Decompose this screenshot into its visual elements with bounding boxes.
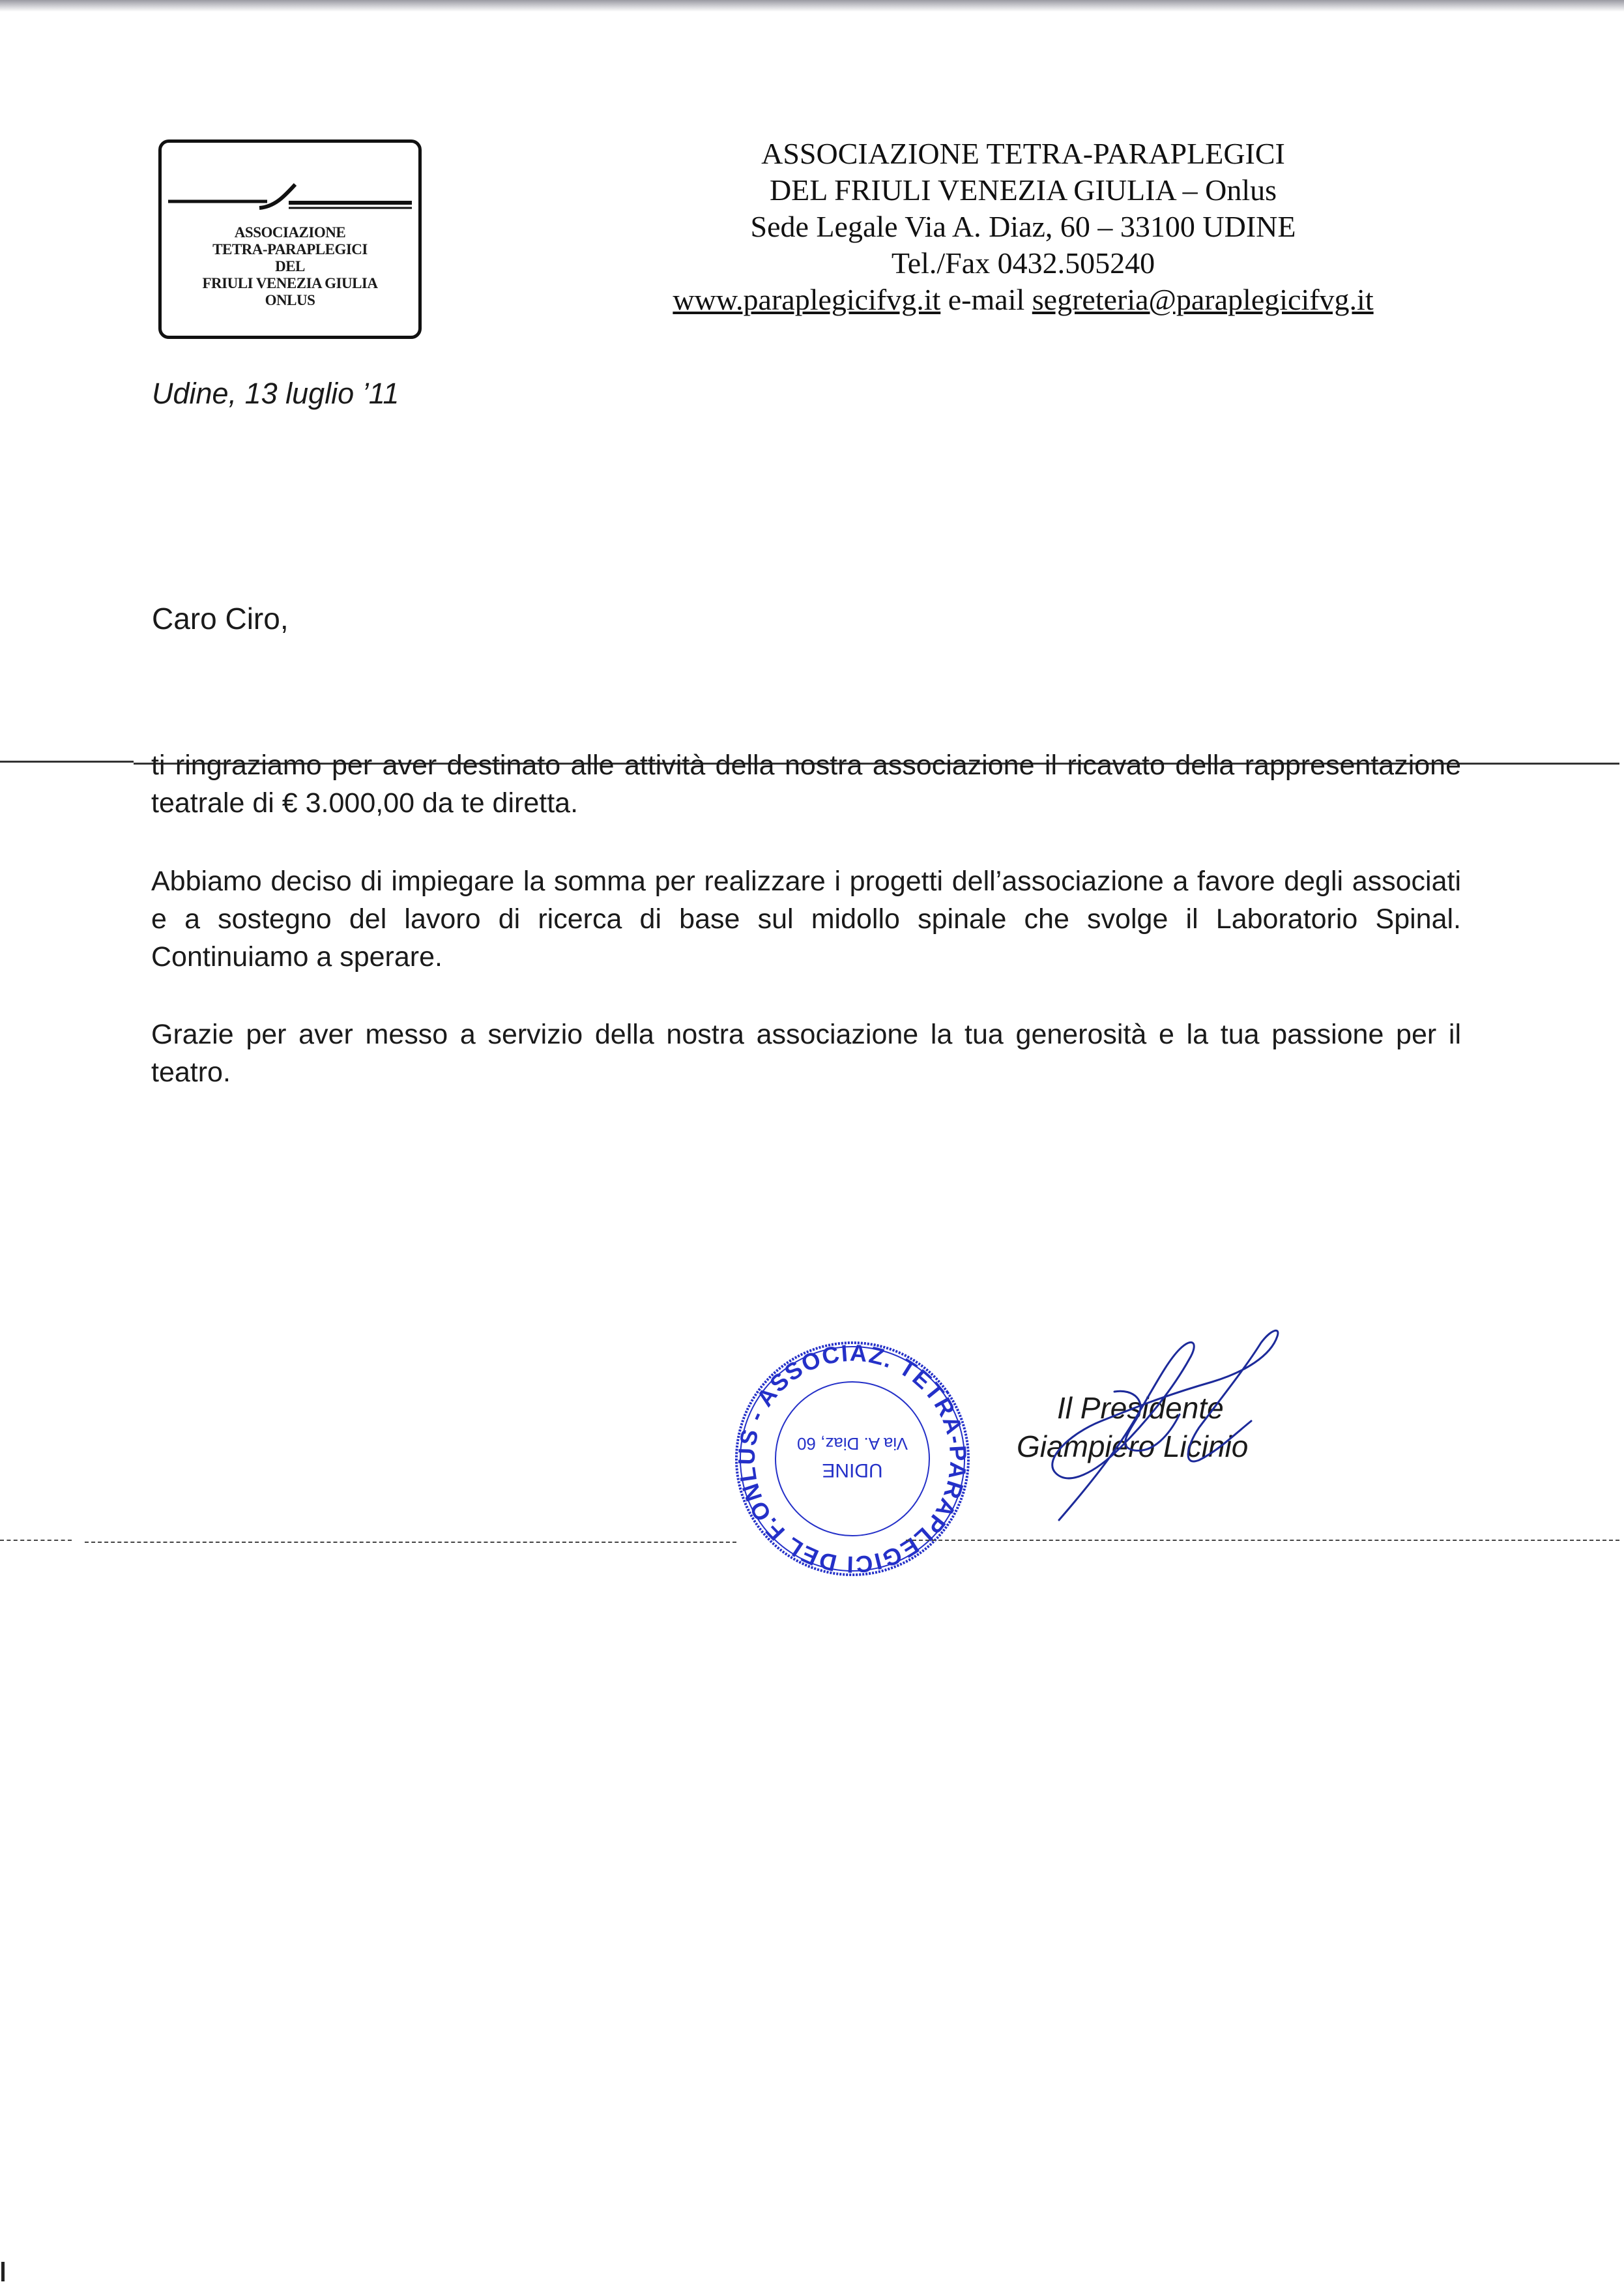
paragraph-plans: Abbiamo deciso di impiegare la somma per realizzare i progetti dell’associazione a favore degli associati e a sostegno del lavoro di ricerca di base sul midollo spinale che svolge il Laboratorio Spinal. Continuiamo a sperare.: [151, 866, 1461, 973]
paragraph-thanks: ti ringraziamo per aver destinato alle attività della nostra associazione il ricavato della rappresentazione teatrale di € 3.000,00 da te diretta.: [151, 750, 1461, 819]
svg-text:ONLUS - ASSOCIAZ. TETRA-PARAPL: [722, 1335, 983, 1583]
email-link[interactable]: segreteria@paraplegicifvg.it: [1032, 283, 1374, 316]
scan-mark: [1, 2262, 5, 2281]
logo-text: [181, 224, 399, 309]
logo-line: TETRA-PARAPLEGICI: [212, 241, 368, 257]
letterhead-region: DEL FRIULI VENEZIA GIULIA – Onlus: [769, 173, 1277, 207]
stamp-address: Via A. Diaz, 60: [796, 1434, 908, 1454]
association-logo: [158, 139, 422, 339]
stamp-ring-text: ONLUS - ASSOCIAZ. TETRA-PARAPLEGICI DEL F.V.G.: [732, 1339, 972, 1579]
letterhead-name: ASSOCIAZIONE TETRA-PARAPLEGICI: [761, 137, 1285, 170]
signature-title: Il Presidente: [1057, 1391, 1224, 1425]
signature-name: Giampiero Licinio: [1017, 1429, 1249, 1463]
handwritten-signature: [1004, 1323, 1290, 1532]
letterhead-phone: Tel./Fax 0432.505240: [891, 246, 1155, 280]
logo-line: DEL: [275, 258, 305, 274]
scan-edge-shadow: [0, 0, 1624, 12]
fold-line: [0, 1540, 72, 1541]
logo-line: FRIULI VENEZIA GIULIA: [202, 275, 378, 291]
logo-line: ASSOCIAZIONE: [234, 224, 346, 241]
letterhead-address: Sede Legale Via A. Diaz, 60 – 33100 UDINE: [750, 210, 1296, 243]
fold-line: [85, 1542, 736, 1543]
fold-line: [0, 761, 134, 763]
fold-line: [906, 1540, 1619, 1541]
letter-date: Udine, 13 luglio ’11: [152, 377, 399, 410]
letterhead-contact: [534, 282, 1512, 318]
stamp-city: UDINE: [822, 1459, 883, 1481]
paragraph-closing: Grazie per aver messo a servizio della nostra associazione la tua generosità e la tua passione per il teatro.: [151, 1019, 1461, 1088]
website-link[interactable]: www.paraplegicifvg.it: [673, 283, 941, 316]
email-label: e-mail: [948, 283, 1025, 316]
salutation: Caro Ciro,: [152, 602, 289, 636]
logo-line: ONLUS: [265, 292, 315, 308]
association-stamp: [722, 1335, 983, 1583]
letterhead: [534, 136, 1512, 318]
fold-line: [1463, 763, 1619, 765]
